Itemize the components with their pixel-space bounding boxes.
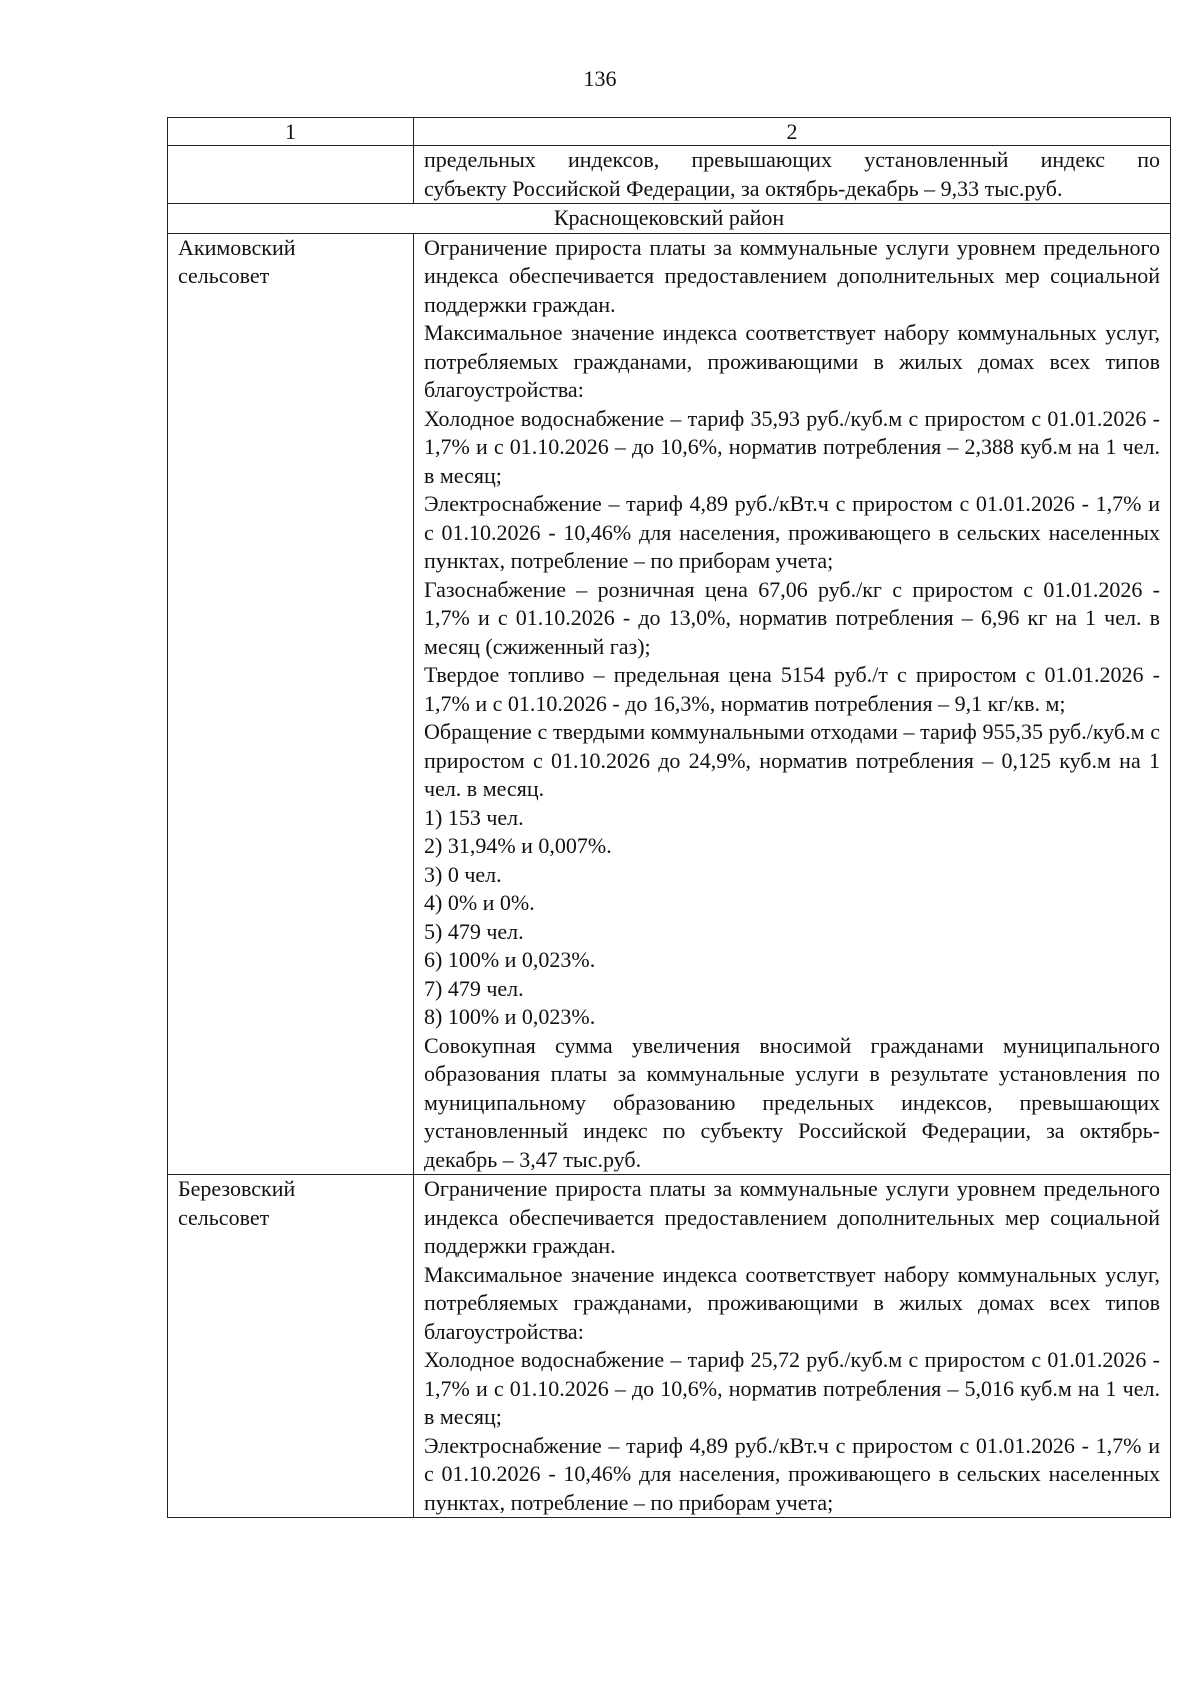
page-number: 136	[583, 66, 617, 91]
municipality-name	[168, 1175, 414, 1518]
municipality-details	[414, 233, 1171, 1175]
municipality-details	[414, 1175, 1171, 1518]
list-item: 1) 153 чел.	[424, 804, 524, 830]
continuation-text-cell	[414, 146, 1171, 204]
paragraph: Газоснабжение – розничная цена 67,06 руб./кг с приростом с 01.01.2026 - 1,7% и с 01.10.2026 - до 13,0%, норматив потребления – 6,96 кг на 1 чел. в месяц (сжиженный газ);	[424, 576, 1160, 659]
paragraph: Ограничение прироста платы за коммунальные услуги уровнем предельного индекса обеспечивается предоставлением дополнительных мер социальной поддержки граждан.	[424, 1176, 1160, 1258]
paragraph: Холодное водоснабжение – тариф 35,93 руб./куб.м с приростом с 01.01.2026 - 1,7% и с 01.10.2026 – до 10,6%, норматив потребления – 2,388 куб.м на 1 чел. в месяц;	[424, 405, 1160, 488]
paragraph: Максимальное значение индекса соответствует набору коммунальных услуг, потребляемых гражданами, проживающими в жилых домах всех типов благоустройства:	[424, 320, 1160, 402]
district-title: Краснощековский район	[168, 204, 1171, 234]
column-header-1: 1	[168, 118, 414, 146]
municipality-name-text: Березовский сельсовет	[178, 1176, 296, 1230]
list-item: 5) 479 чел.	[424, 918, 524, 944]
paragraph: Холодное водоснабжение – тариф 25,72 руб./куб.м с приростом с 01.01.2026 - 1,7% и с 01.10.2026 – до 10,6%, норматив потребления – 5,016 куб.м на 1 чел. в месяц;	[424, 1347, 1160, 1429]
column-header-2: 2	[414, 118, 1171, 146]
paragraph: Максимальное значение индекса соответствует набору коммунальных услуг, потребляемых гражданами, проживающими в жилых домах всех типов благоустройства:	[424, 1261, 1160, 1344]
continuation-line: предельных индексов, превышающих установленный индекс по	[424, 147, 1160, 172]
paragraph: Электроснабжение – тариф 4,89 руб./кВт.ч с приростом с 01.01.2026 - 1,7% и с 01.10.2026 - 10,46% для населения, проживающего в сельских населенных пунктах, потребление – по приборам учета;	[424, 491, 1160, 573]
list-item: 8) 100% и 0,023%.	[424, 1004, 596, 1029]
list-item: 6) 100% и 0,023%.	[424, 947, 596, 972]
continuation-name-cell	[168, 146, 414, 204]
paragraph: Твердое топливо – предельная цена 5154 руб./т с приростом с 01.01.2026 - 1,7% и с 01.10.2026 - до 16,3%, норматив потребления – 9,1 кг/кв. м;	[424, 662, 1160, 716]
table-row	[168, 233, 1171, 1175]
list-item: 2) 31,94% и 0,007%.	[424, 833, 612, 858]
list-item: 3) 0 чел.	[424, 861, 502, 887]
paragraph: Ограничение прироста платы за коммунальные услуги уровнем предельного индекса обеспечивается предоставлением дополнительных мер социальной поддержки граждан.	[424, 234, 1160, 317]
paragraph: Обращение с твердыми коммунальными отходами – тариф 955,35 руб./куб.м с приростом с 01.10.2026 до 24,9%, норматив потребления – 0,125 куб.м на 1 чел. в месяц.	[424, 719, 1160, 801]
paragraph: Электроснабжение – тариф 4,89 руб./кВт.ч с приростом с 01.01.2026 - 1,7% и с 01.10.2026 - 10,46% для населения, проживающего в сельских населенных пунктах, потребление – по приборам учета;	[424, 1432, 1160, 1515]
district-row	[168, 204, 1171, 234]
continuation-line: субъекту Российской Федерации, за октябрь-декабрь – 9,33 тыс.руб.	[424, 175, 1063, 201]
list-item: 7) 479 чел.	[424, 975, 524, 1001]
list-item: 4) 0% и 0%.	[424, 890, 535, 915]
municipality-name-text: Акимовский сельсовет	[178, 234, 296, 288]
tariff-table	[167, 117, 1171, 1518]
continuation-row	[168, 146, 1171, 204]
table-header-row	[168, 118, 1171, 146]
paragraph: Совокупная сумма увеличения вносимой гражданами муниципального образования платы за коммунальные услуги в результате установления по муниципальному образованию предельных индексов, превышающих установленный индекс по субъекту Российской Федерации, за октябрь-декабрь – 3,47 тыс.руб.	[424, 1032, 1160, 1172]
table-row	[168, 1175, 1171, 1518]
municipality-name	[168, 233, 414, 1175]
